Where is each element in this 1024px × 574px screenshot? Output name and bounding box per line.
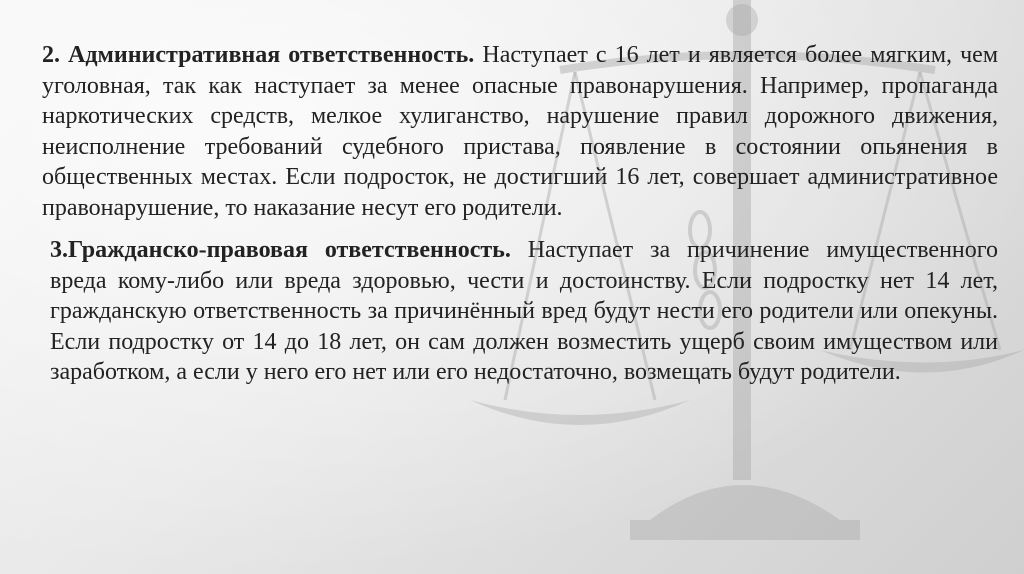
content-text [42, 40, 998, 388]
paragraph-body: Наступает с 16 лет и является более мягким, чем уголовная, так как наступает за менее опасные правонарушения. Например, пропаганда наркотических средств, мелкое хулиганство, нарушение правил дорожного движения, неисполнение требований судебного пристава, появление в состоянии опьянения в общественных местах. Если подросток, не достигший 16 лет, совершает административное правонарушение, то наказание несут его родители. [42, 42, 999, 221]
paragraph-administrative-liability [42, 40, 998, 223]
paragraph-heading: 2. Административная ответственность. [42, 42, 475, 68]
paragraph-body: Наступает за причинение имущественного вреда кому-либо или вреда здоровью, чести и достоинству. Если подростку нет 14 лет, гражданскую ответственность за причинённый вред будут нести его родители или опекуны. Если подростку от 14 до 18 лет, он сам должен возместить ущерб своим имуществом или заработком, а если у него его нет или его недостаточно, возмещать будут родители. [50, 237, 999, 385]
paragraph-civil-liability [42, 235, 998, 388]
paragraph-heading: 3.Гражданско-правовая ответственность. [50, 237, 511, 263]
